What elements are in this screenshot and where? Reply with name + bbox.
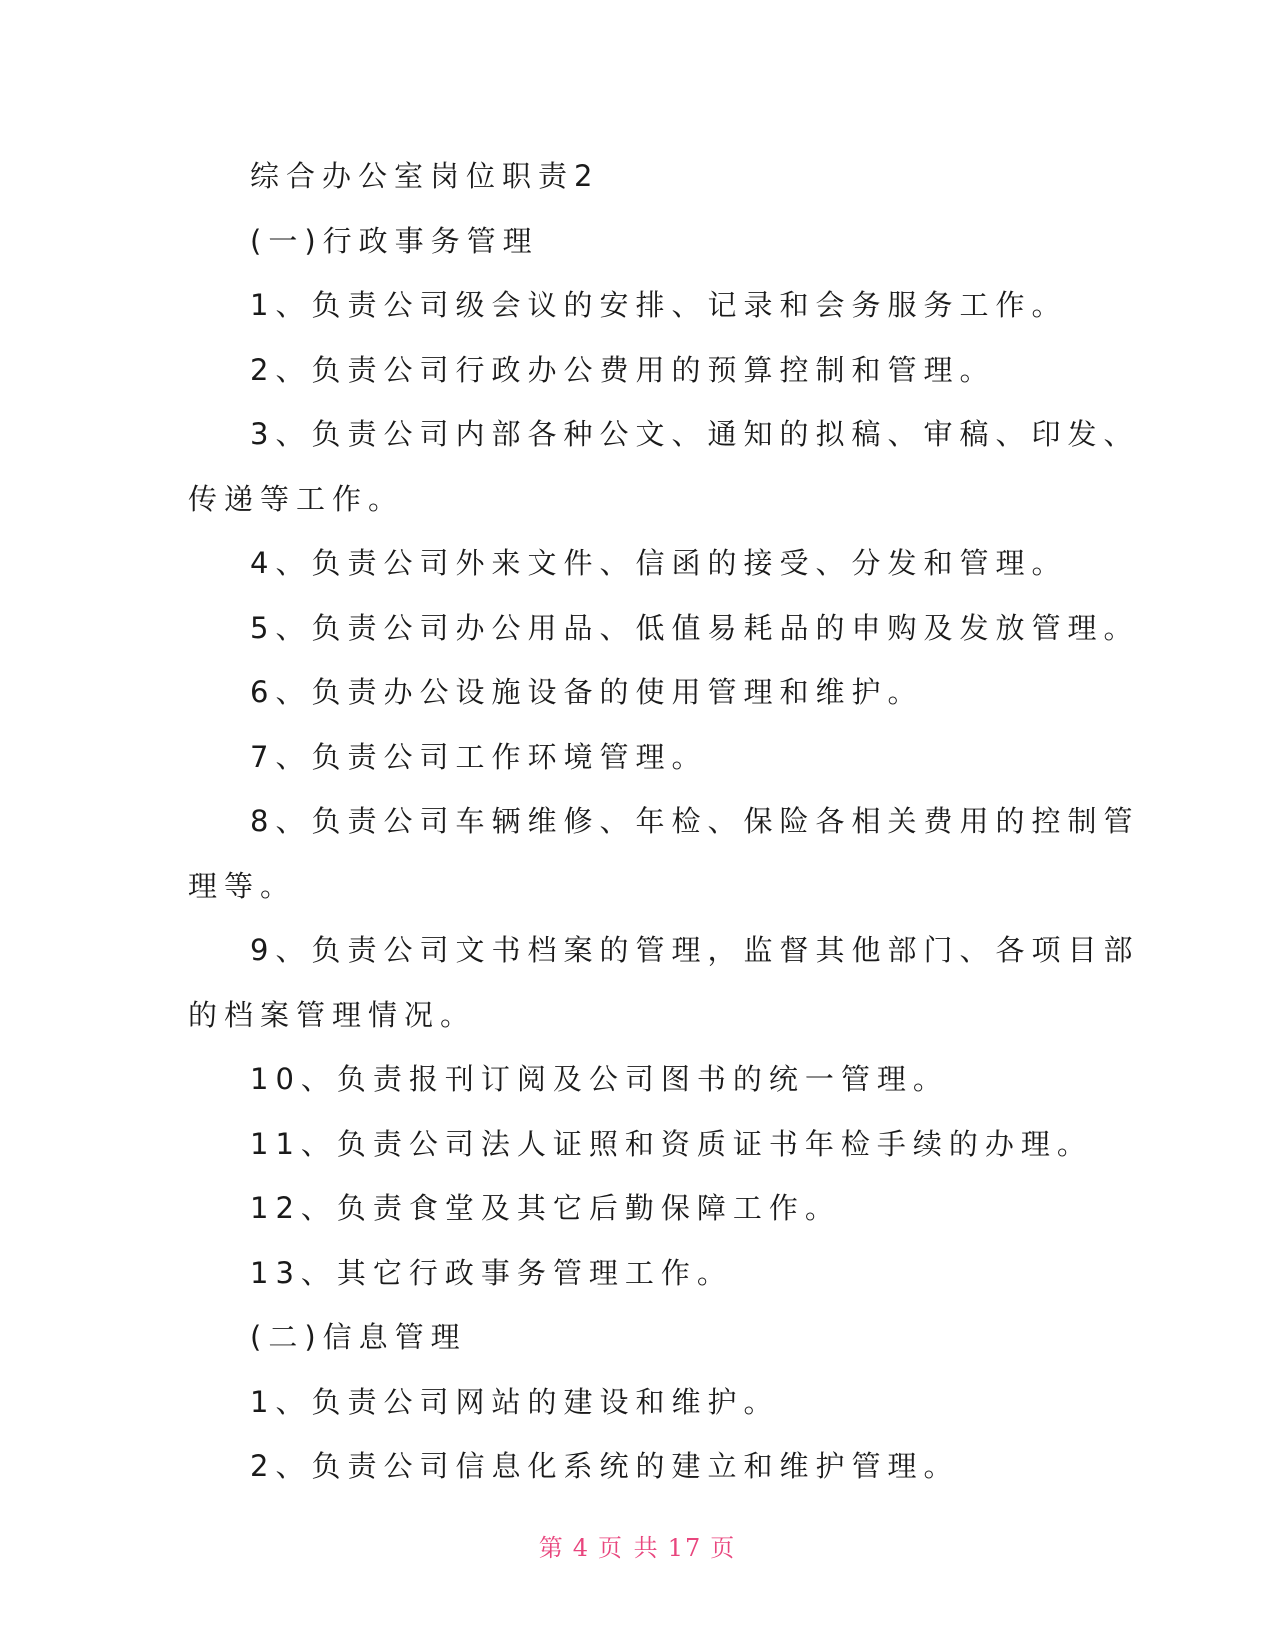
paragraph-line: 9、负责公司文书档案的管理，监督其他部门、各项目部 xyxy=(250,933,1140,967)
paragraph-line: 13、其它行政事务管理工作。 xyxy=(250,1255,733,1290)
document-body xyxy=(188,144,1140,1499)
paragraph-line: 7、负责公司工作环境管理。 xyxy=(250,739,708,774)
footer-total-pages: 17 xyxy=(667,1534,703,1562)
paragraph-line: 11、负责公司法人证照和资质证书年检手续的办理。 xyxy=(250,1126,1093,1161)
paragraph-line: 6、负责办公设施设备的使用管理和维护。 xyxy=(250,675,924,709)
paragraph-line: 4、负责公司外来文件、信函的接受、分发和管理。 xyxy=(250,546,1068,580)
footer-current-page: 4 xyxy=(572,1534,591,1562)
paragraph-line: 8、负责公司车辆维修、年检、保险各相关费用的控制管 xyxy=(250,804,1140,838)
paragraph-line: 1、负责公司网站的建设和维护。 xyxy=(250,1384,780,1419)
paragraph-line: 5、负责公司办公用品、低值易耗品的申购及发放管理。 xyxy=(250,610,1140,645)
paragraph-line: 2、负责公司信息化系统的建立和维护管理。 xyxy=(250,1449,960,1483)
footer-prefix: 第 xyxy=(538,1534,565,1562)
paragraph-line: 1、负责公司级会议的安排、记录和会务服务工作。 xyxy=(250,288,1068,322)
section-heading-admin: (一)行政事务管理 xyxy=(250,223,539,258)
paragraph-line: 3、负责公司内部各种公文、通知的拟稿、审稿、印发、 xyxy=(250,417,1140,451)
paragraph-continuation: 的档案管理情况。 xyxy=(188,997,477,1032)
document-title: 综合办公室岗位职责2 xyxy=(250,159,600,193)
section-heading-info: (二)信息管理 xyxy=(250,1320,467,1354)
paragraph-line: 10、负责报刊订阅及公司图书的统一管理。 xyxy=(250,1062,949,1096)
page-footer xyxy=(0,1528,1275,1563)
paragraph-line: 12、负责食堂及其它后勤保障工作。 xyxy=(250,1191,841,1225)
footer-middle: 页 共 xyxy=(598,1534,660,1562)
paragraph-continuation: 理等。 xyxy=(188,868,297,903)
paragraph-continuation: 传递等工作。 xyxy=(188,481,405,516)
paragraph-line: 2、负责公司行政办公费用的预算控制和管理。 xyxy=(250,352,996,387)
footer-suffix: 页 xyxy=(710,1534,737,1562)
